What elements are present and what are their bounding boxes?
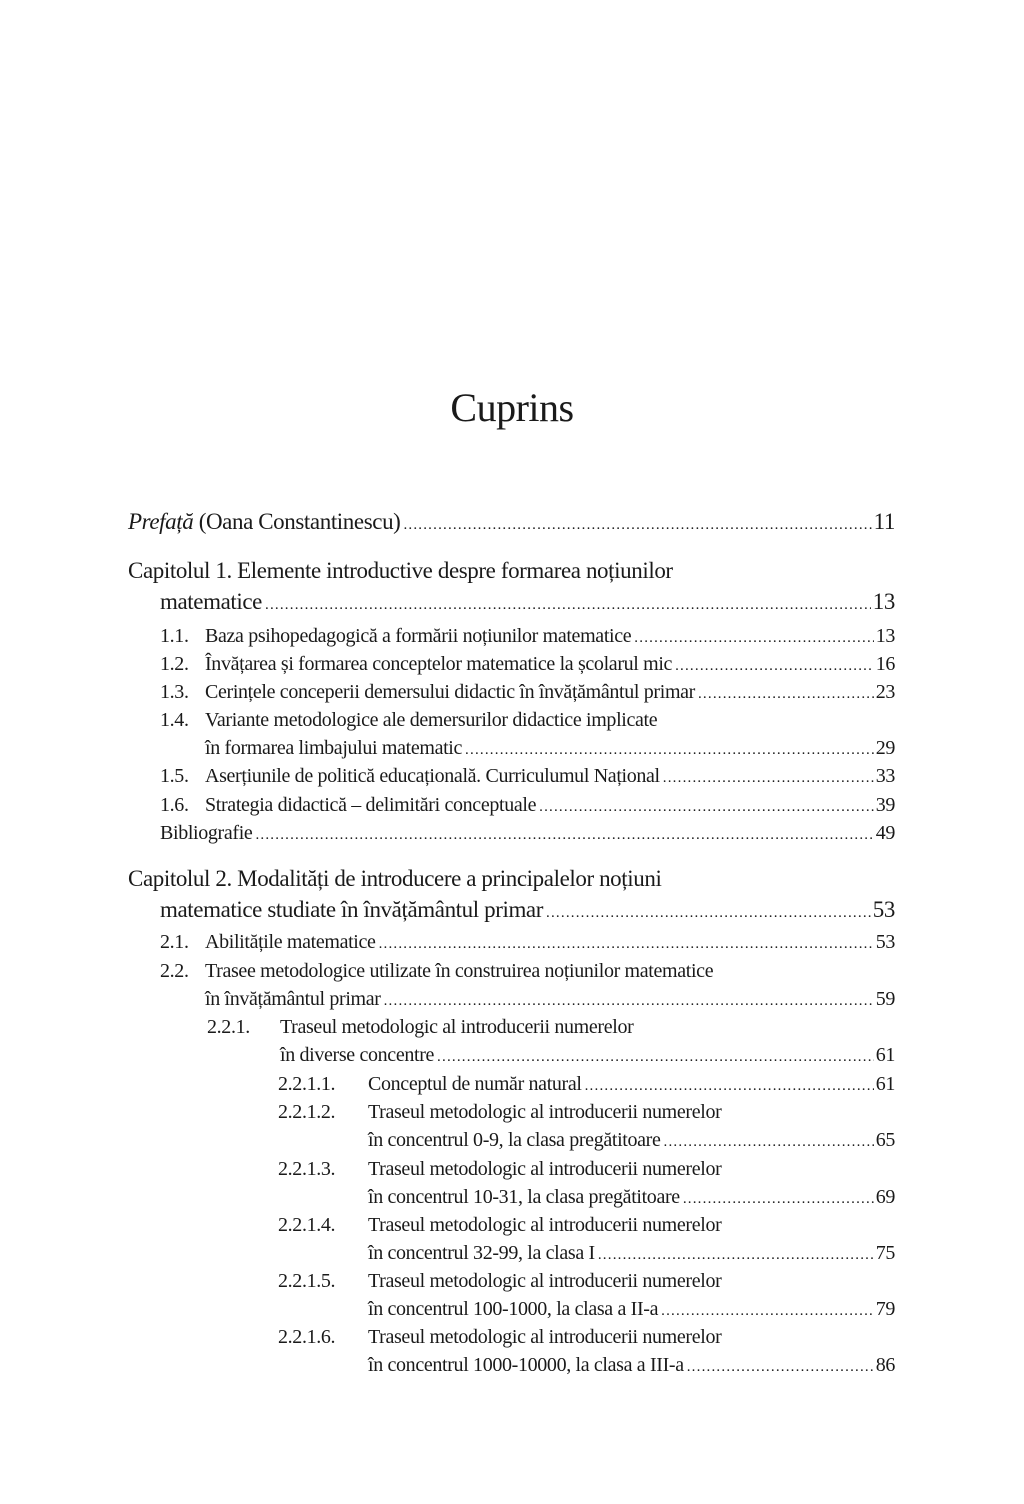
entry-title-text: în formarea limbajului matematic [205,737,463,759]
toc-entry[interactable] [160,928,895,956]
dot-leader [698,680,874,708]
page-number[interactable]: 79 [875,1298,895,1320]
entry-title-text: Baza psihopedagogică a formării noțiunilor matematice [205,625,632,647]
page-number[interactable]: 61 [875,1044,895,1066]
entry-title: Traseul metodologic al introducerii numerelor [280,1016,634,1038]
entry-title [368,1070,582,1098]
dot-leader [687,1353,874,1381]
dot-leader [598,1241,874,1269]
toc-entry[interactable] [160,650,895,678]
entry-title-italic: Prefață [128,509,194,534]
entry-title [368,1126,661,1154]
page-number[interactable]: 65 [875,1129,895,1151]
toc-entry[interactable] [368,1183,895,1211]
toc-entry[interactable] [128,506,895,537]
entry-title [160,586,262,617]
entry-number: 1.6. [160,794,189,816]
toc-entry[interactable] [160,622,895,650]
entry-title-text: în concentrul 32-99, la clasa I [368,1242,595,1264]
entry-title: Capitolul 1. Elemente introductive despre formarea noțiunilor [128,558,673,583]
page-number[interactable]: 69 [875,1186,895,1208]
dot-leader [664,1128,874,1156]
dot-leader [379,930,874,958]
toc-entry-line[interactable] [278,1323,895,1351]
entry-title [368,1295,658,1323]
entry-title-text: în concentrul 10-31, la clasa pregătitoare [368,1186,680,1208]
entry-number: 2.2.1.2. [278,1101,336,1123]
entry-title [205,762,660,790]
entry-title-text: Bibliografie [160,822,253,844]
entry-number: 2.2.1.3. [278,1158,336,1180]
entry-title: Traseul metodologic al introducerii numerelor [368,1101,722,1123]
dot-leader [384,987,874,1015]
entry-title: Capitolul 2. Modalități de introducere a principalelor noțiuni [128,866,662,891]
page-title: Cuprins [450,385,574,430]
entry-title [205,985,381,1013]
toc-entry[interactable] [368,1239,895,1267]
entry-title-text: matematice studiate în învățământul primar [160,897,544,922]
entry-number: 2.2.1. [207,1016,250,1038]
entry-title [205,678,695,706]
toc-entry-line[interactable] [278,1155,895,1183]
entry-number: 2.2.1.1. [278,1073,336,1095]
dot-leader [634,624,873,652]
dot-leader [585,1072,874,1100]
page-number[interactable]: 13 [872,589,895,614]
dot-leader [663,764,874,792]
entry-title: Traseul metodologic al introducerii numerelor [368,1326,722,1348]
entry-title-text: matematice [160,589,262,614]
entry-number: 2.1. [160,931,189,953]
toc-entry[interactable] [160,791,895,819]
entry-title-text: Strategia didactică – delimitări conceptuale [205,794,537,816]
toc-entry[interactable] [160,762,895,790]
toc-entry-line[interactable] [128,863,895,894]
page-number[interactable]: 13 [875,625,895,647]
page-number[interactable]: 61 [875,1073,895,1095]
toc-entry-line[interactable] [278,1098,895,1126]
entry-title [368,1239,595,1267]
page-number[interactable]: 33 [875,765,895,787]
entry-title [205,734,462,762]
toc-entry[interactable] [280,1041,895,1069]
page-number[interactable]: 39 [875,794,895,816]
entry-number: 1.4. [160,709,189,731]
toc-entry-line[interactable] [160,706,895,734]
dot-leader [265,590,871,621]
dot-leader [683,1185,874,1213]
page-number[interactable]: 16 [875,653,895,675]
toc-entry[interactable] [205,985,895,1013]
entry-title-text: (Oana Constantinescu) [193,509,401,534]
toc-entry-line[interactable] [278,1211,895,1239]
entry-title-text: Cerințele conceperii demersului didactic în învățământul primar [205,681,695,703]
entry-title [205,791,536,819]
entry-title [205,928,376,956]
page-number[interactable]: 86 [875,1354,895,1376]
page-number[interactable]: 75 [875,1242,895,1264]
toc-entry-line[interactable] [278,1267,895,1295]
entry-number: 1.3. [160,681,189,703]
toc-entry[interactable] [368,1351,895,1379]
entry-title [160,819,252,847]
page-number[interactable]: 59 [875,988,895,1010]
entry-number: 2.2.1.5. [278,1270,336,1292]
dot-leader [403,510,871,541]
toc-entry[interactable] [160,586,895,617]
page-number[interactable]: 29 [875,737,895,759]
entry-number: 1.5. [160,765,189,787]
dot-leader [437,1043,874,1071]
page-number[interactable]: 11 [873,509,895,534]
toc-entry[interactable] [160,894,895,925]
entry-title [368,1183,680,1211]
toc-entry[interactable] [278,1070,895,1098]
dot-leader [546,898,871,929]
dot-leader [675,652,874,680]
toc-entry-line[interactable] [160,957,895,985]
entry-title: Traseul metodologic al introducerii numerelor [368,1270,722,1292]
entry-number: 1.2. [160,653,189,675]
entry-title: Traseul metodologic al introducerii numerelor [368,1214,722,1236]
dot-leader [465,736,874,764]
entry-number: 2.2. [160,960,189,982]
page-number[interactable]: 23 [875,681,895,703]
entry-title-text: în învățământul primar [205,988,381,1010]
dot-leader [661,1297,874,1325]
page-number[interactable]: 53 [875,931,895,953]
toc-entry[interactable] [160,819,895,847]
entry-title-text: în concentrul 100-1000, la clasa a II-a [368,1298,659,1320]
entry-title: Trasee metodologice utilizate în construirea noțiunilor matematice [205,960,714,982]
toc-entry[interactable] [368,1295,895,1323]
dot-leader [255,821,873,849]
entry-title [205,650,672,678]
entry-title-text: Conceptul de număr natural [368,1073,582,1095]
entry-title-text: în diverse concentre [280,1044,435,1066]
entry-title-text: Învățarea și formarea conceptelor matematice la școlarul mic [205,653,673,675]
entry-title: Traseul metodologic al introducerii numerelor [368,1158,722,1180]
entry-title-text: Aserțiunile de politică educațională. Curriculumul Național [205,765,660,787]
page-number[interactable]: 53 [872,897,895,922]
toc-entry-line[interactable] [207,1013,895,1041]
entry-title [128,506,400,537]
entry-title [368,1351,684,1379]
page-number[interactable]: 49 [875,822,895,844]
entry-title [160,894,543,925]
toc-entry[interactable] [205,734,895,762]
entry-number: 1.1. [160,625,189,647]
entry-title-text: Abilitățile matematice [205,931,376,953]
entry-number: 2.2.1.6. [278,1326,336,1348]
entry-number: 2.2.1.4. [278,1214,336,1236]
toc-entry-line[interactable] [128,555,895,586]
toc-entry[interactable] [368,1126,895,1154]
entry-title-text: în concentrul 0-9, la clasa pregătitoare [368,1129,661,1151]
entry-title: Variante metodologice ale demersurilor didactice implicate [205,709,658,731]
dot-leader [539,793,874,821]
toc-entry[interactable] [160,678,895,706]
entry-title [280,1041,434,1069]
entry-title-text: în concentrul 1000-10000, la clasa a III-a [368,1354,684,1376]
entry-title [205,622,631,650]
